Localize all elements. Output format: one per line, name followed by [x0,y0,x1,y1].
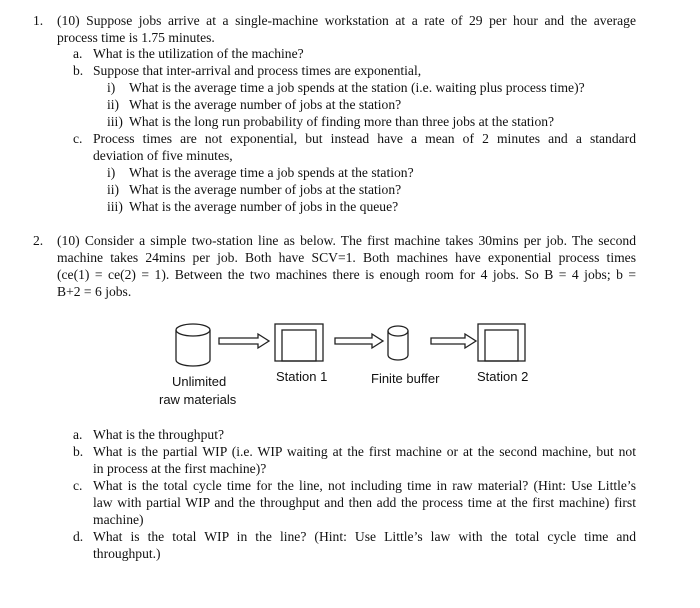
q1c-line-1: Process times are not exponential, but instead have a mean of 2 minutes and a standard [93,131,636,146]
q2-line-2: machine takes 24mins per job. Both have SCV=1. Both machines have exponential process times [57,250,636,265]
q2d-label: d. [73,529,84,544]
q1c-iii-label: iii) [107,199,123,214]
q1c-ii-text: What is the average number of jobs at the station? [129,182,402,197]
arrow-right-icon [335,334,383,348]
q2c-line-2: law with partial WIP and the throughput and then add the process time at the first machine) first [93,495,636,510]
q1a-label: a. [73,46,83,61]
q2a-label: a. [73,427,83,442]
q1b-iii-text: What is the long run probability of finding more than three jobs at the station? [129,114,555,129]
q1c-iii-text: What is the average number of jobs in the queue? [129,199,399,214]
q1c-i-label: i) [107,165,116,180]
q2a-text: What is the throughput? [93,427,224,442]
label-station-2: Station 2 [477,369,529,384]
q1c-line-2: deviation of five minutes, [93,148,233,163]
q1-line-2: process time is 1.75 minutes. [57,30,215,45]
q1b-text: Suppose that inter-arrival and process times are exponential, [93,63,422,78]
label-finite-buffer: Finite buffer [371,371,440,386]
q2d-line-2: throughput.) [93,546,161,561]
q1b-label: b. [73,63,84,78]
raw-materials-cylinder-icon [176,324,210,366]
q2b-label: b. [73,444,84,459]
q1c-ii-label: ii) [107,182,120,197]
q2c-line-3: machine) [93,512,144,527]
q1b-i-text: What is the average time a job spends at the station (i.e. waiting plus process time)? [129,80,585,95]
q2-number: 2. [33,233,44,248]
label-station-1: Station 1 [276,369,328,384]
label-raw-materials: raw materials [159,392,237,407]
q1b-ii-text: What is the average number of jobs at the station? [129,97,402,112]
q2-line-3: (ce(1) = ce(2) = 1). Between the two machines there is enough room for 4 jobs. So B = 4 jobs; b = [57,267,636,282]
finite-buffer-cylinder-icon [388,326,408,360]
label-unlimited: Unlimited [172,374,227,389]
q2d-line-1: What is the total WIP in the line? (Hint: Use Little’s law with the total cycle time and [93,529,636,544]
station-2-box [478,324,525,361]
q1a-text: What is the utilization of the machine? [93,46,304,61]
q1b-ii-label: ii) [107,97,120,112]
q1b-i-label: i) [107,80,116,95]
q1c-i-text: What is the average time a job spends at the station? [129,165,414,180]
station-1-box [275,324,323,361]
q2-line-4: B+2 = 6 jobs. [57,284,132,299]
arrow-right-icon [219,334,269,348]
q2c-line-1: What is the total cycle time for the line, not including time in raw material? (Hint: Use Little’s [93,478,636,493]
arrow-right-icon [431,334,476,348]
q1-line-1: (10) Suppose jobs arrive at a single-machine workstation at a rate of 29 per hour and the average [57,13,636,28]
q2-line-1: (10) Consider a simple two-station line as below. The first machine takes 30mins per job. The second [57,233,636,248]
q2c-label: c. [73,478,83,493]
q2b-line-2: in process at the first machine)? [93,461,267,476]
q1-number: 1. [33,13,44,28]
q1c-label: c. [73,131,83,146]
q2b-line-1: What is the partial WIP (i.e. WIP waiting at the first machine or at the second machine, but not [93,444,636,459]
q1b-iii-label: iii) [107,114,123,129]
